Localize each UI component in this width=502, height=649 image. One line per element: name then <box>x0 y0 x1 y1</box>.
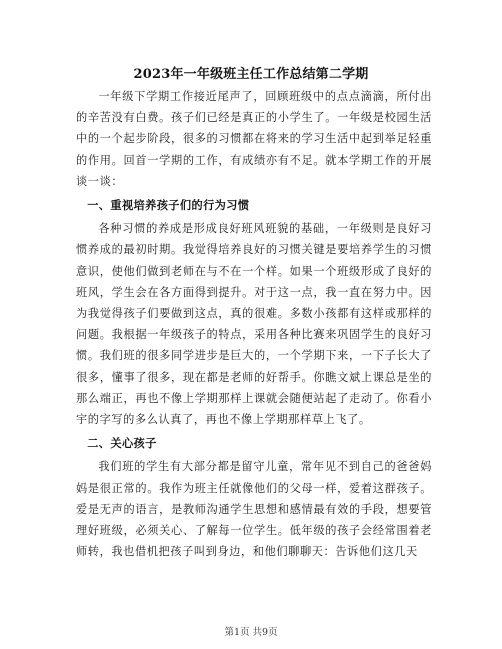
section-heading-2: 二、关心孩子 <box>87 436 157 451</box>
document-title: 2023年一年级班主任工作总结第二学期 <box>133 67 369 82</box>
intro-paragraph: 一年级下学期工作接近尾声了，回顾班级中的点点滴滴，所付出的辛苦没有白费。孩子们已经是真正的小学生了。一年级是校园生活中的一个起步阶段，很多的习惯都在将来的学习生活中起到举足轻重的作用。回首一学期的工作，有成绩亦有不足。就本学期工作的开展谈一谈： <box>76 90 432 188</box>
section-1-paragraph: 各种习惯的养成是形成良好班风班貌的基础，一年级则是良好习惯养成的最初时期。我觉得培养良好的习惯关键是要培养学生的习惯意识，使他们做到老师在与不在一个样。如果一个班级形成了良好的班风，学生会在各方面得到提升。对于这一点，我一直在努力中。因为我觉得孩子们要做到这点，真的很难。多数小孩都有这样或那样的问题。我根据一年级孩子的特点，采用各种比赛来巩固学生的良好习惯。我们班的很多同学进步是巨大的，一个学期下来，一下子长大了很多，懂事了很多，现在都是老师的好帮手。你瞧文斌上课总是坐的那么端正，再也不像上学期那样上课就会随便站起了走动了。你看小宇的字写的多么认真了，再也不像上学期那样草上飞了。 <box>76 222 432 427</box>
document-body <box>76 86 432 562</box>
section-heading-1: 一、重视培养孩子们的行为习惯 <box>87 198 250 213</box>
page-footer: 第1页 共9页 <box>224 627 278 638</box>
section-2-paragraph: 我们班的学生有大部分都是留守儿童，常年见不到自己的爸爸妈妈是很正常的。我作为班主任就像他们的父母一样，爱着这群孩子。爱是无声的语言，是教师沟通学生思想和感情最有效的手段，想要管理好班级，必须关心、了解每一位学生。低年级的孩子会经常围着老师转，我也借机把孩子叫到身边，和他们聊聊天：告诉他们这几天 <box>76 460 432 559</box>
